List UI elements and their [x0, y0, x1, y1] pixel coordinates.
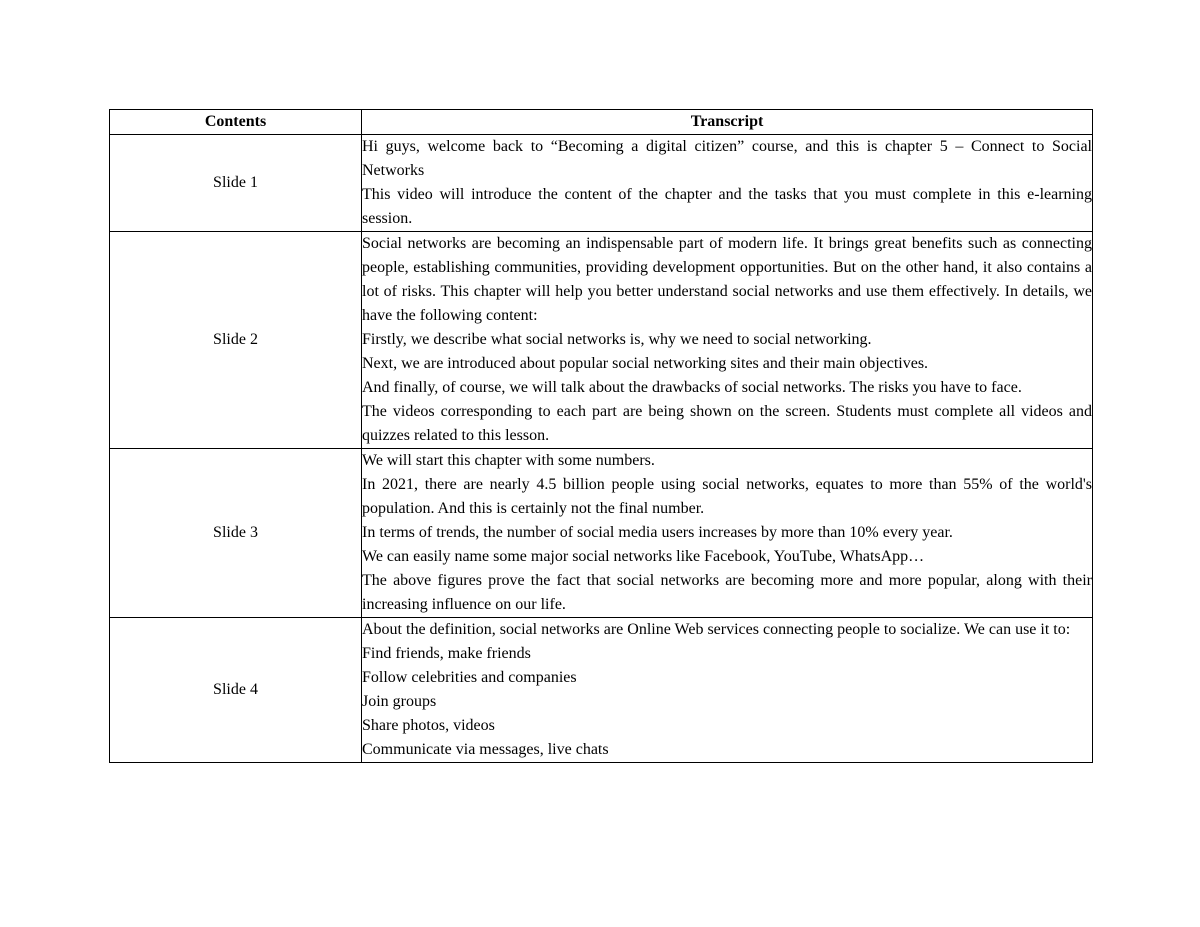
slide-label: Slide 1 — [110, 135, 362, 232]
transcript-line: Find friends, make friends — [362, 645, 531, 662]
transcript-line: Share photos, videos — [362, 717, 495, 734]
transcript-column-header: Transcript — [362, 110, 1093, 135]
transcript-cell — [362, 618, 1093, 763]
transcript-line: Hi guys, welcome back to “Becoming a digital citizen” course, and this is chapter 5 – Connect to Social Networks — [362, 138, 1092, 179]
slide-label: Slide 3 — [110, 449, 362, 618]
transcript-line: The above figures prove the fact that social networks are becoming more and more popular, along with their increasing influence on our life. — [362, 572, 1092, 613]
transcript-line: And finally, of course, we will talk about the drawbacks of social networks. The risks you have to face. — [362, 379, 1022, 396]
transcript-line: We will start this chapter with some numbers. — [362, 452, 655, 469]
transcript-line: Join groups — [362, 693, 437, 710]
transcript-cell — [362, 135, 1093, 232]
transcript-line: Firstly, we describe what social networks is, why we need to social networking. — [362, 331, 872, 348]
transcript-cell — [362, 232, 1093, 449]
table-row-slide-3 — [110, 449, 1093, 618]
transcript-line: The videos corresponding to each part are being shown on the screen. Students must complete all videos and quizzes related to this lesson. — [362, 403, 1092, 444]
slide-label: Slide 2 — [110, 232, 362, 449]
table-row-slide-1 — [110, 135, 1093, 232]
table-header-row — [110, 110, 1093, 135]
transcript-line: In 2021, there are nearly 4.5 billion people using social networks, equates to more than 55% of the world's population. And this is certainly not the final number. — [362, 476, 1092, 517]
transcript-line: In terms of trends, the number of social media users increases by more than 10% every year. — [362, 524, 953, 541]
contents-column-header: Contents — [110, 110, 362, 135]
table-row-slide-4 — [110, 618, 1093, 763]
slide-label: Slide 4 — [110, 618, 362, 763]
transcript-line: Social networks are becoming an indispensable part of modern life. It brings great benefits such as connecting people, establishing communities, providing development opportunities. But on the other hand, it also contains a lot of risks. This chapter will help you better understand social networks and use them effectively. In details, we have the following content: — [362, 235, 1092, 324]
transcript-table — [109, 109, 1093, 763]
transcript-line: Communicate via messages, live chats — [362, 741, 609, 758]
transcript-line: Next, we are introduced about popular social networking sites and their main objectives. — [362, 355, 929, 372]
transcript-line: About the definition, social networks are Online Web services connecting people to socialize. We can use it to: — [362, 621, 1071, 638]
table-row-slide-2 — [110, 232, 1093, 449]
transcript-line: Follow celebrities and companies — [362, 669, 577, 686]
transcript-line: This video will introduce the content of the chapter and the tasks that you must complete in this e-learning session. — [362, 186, 1092, 227]
transcript-line: We can easily name some major social networks like Facebook, YouTube, WhatsApp… — [362, 548, 925, 565]
transcript-cell — [362, 449, 1093, 618]
